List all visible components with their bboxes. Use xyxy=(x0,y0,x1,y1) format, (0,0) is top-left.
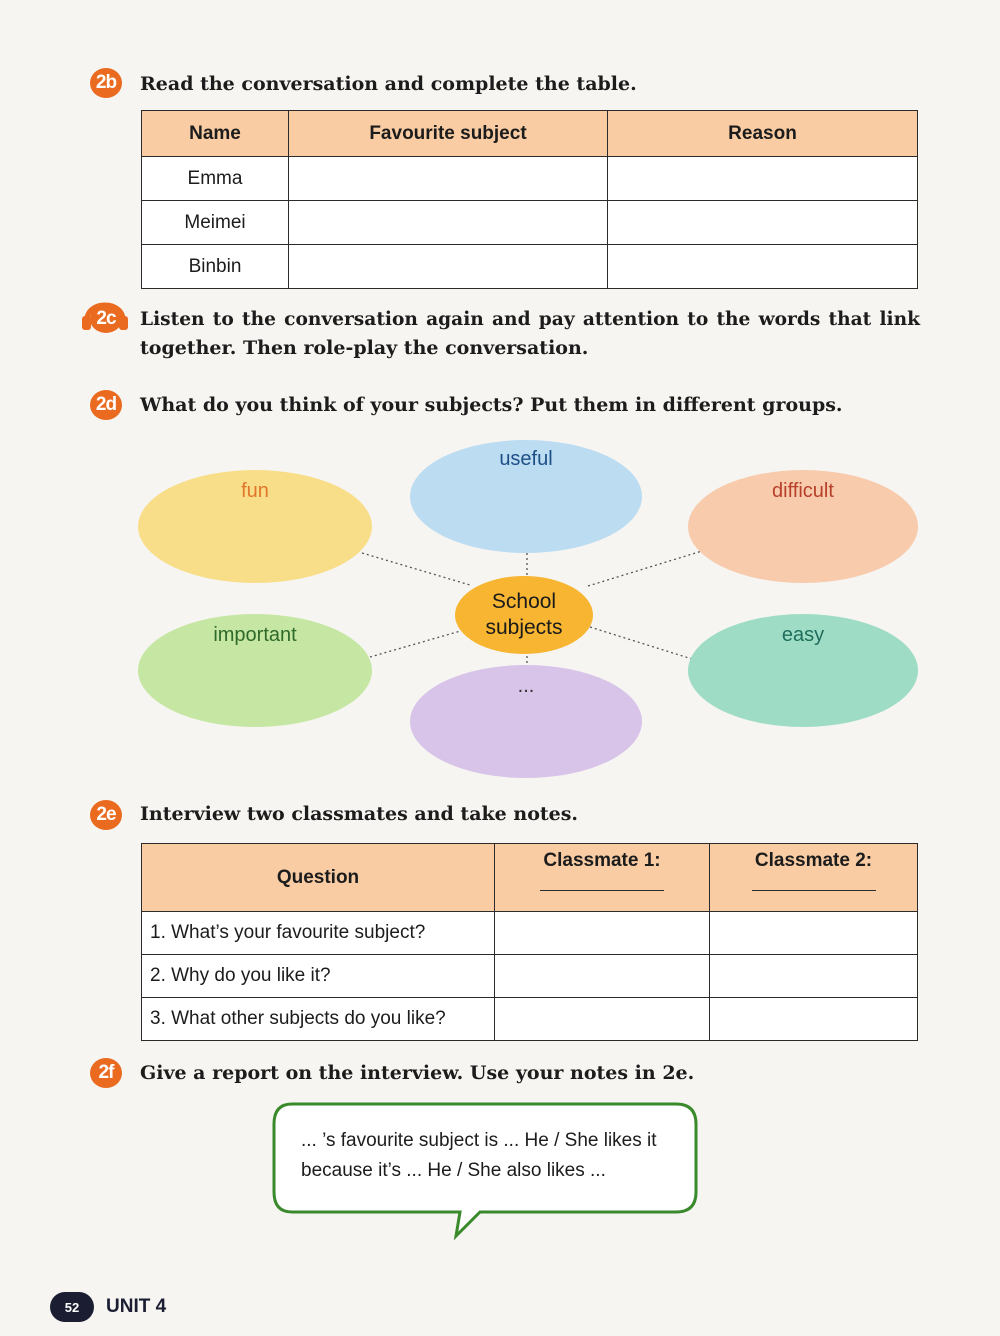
badge-2c: 2c xyxy=(90,305,122,333)
mindmap-node-difficult xyxy=(688,470,918,583)
table-row xyxy=(142,955,918,998)
classmate-1-blank[interactable] xyxy=(540,890,664,891)
header-favourite-subject: Favourite subject xyxy=(289,111,608,157)
classmate-1-label: Classmate 1: xyxy=(543,850,661,871)
classmate-2-label: Classmate 2: xyxy=(754,850,873,871)
center-label-line2: subjects xyxy=(485,616,563,639)
cell-classmate-1[interactable] xyxy=(495,955,710,998)
badge-2d: 2d xyxy=(90,390,122,420)
mindmap-node-easy xyxy=(688,614,918,727)
unit-label: UNIT 4 xyxy=(106,1296,167,1317)
node-label: difficult xyxy=(772,480,834,502)
instruction-2c-line2: together. Then role-play the conversation. xyxy=(140,337,589,359)
bubble-text-line2: because it’s ... He / She also likes ... xyxy=(301,1160,606,1181)
mindmap-node-useful xyxy=(410,440,642,553)
badge-2e: 2e xyxy=(90,800,122,830)
header-classmate-2 xyxy=(710,844,918,912)
header-classmate-1 xyxy=(495,844,710,912)
table-2e xyxy=(141,843,918,1041)
cell-question: 1. What’s your favourite subject? xyxy=(142,912,495,955)
instruction-2b: Read the conversation and complete the table. xyxy=(140,73,637,95)
instruction-2f: Give a report on the interview. Use your notes in 2e. xyxy=(140,1062,695,1084)
mindmap-node-more xyxy=(410,665,642,778)
header-reason: Reason xyxy=(608,111,918,157)
cell-name: Binbin xyxy=(142,245,289,289)
mindmap-center xyxy=(455,576,593,654)
cell-classmate-2[interactable] xyxy=(710,912,918,955)
node-label: easy xyxy=(781,624,825,646)
node-label: ... xyxy=(517,675,535,697)
classmate-2-blank[interactable] xyxy=(752,890,876,891)
node-label: useful xyxy=(499,448,553,470)
table-row xyxy=(142,998,918,1041)
mindmap-node-fun xyxy=(138,470,372,583)
badge-2f: 2f xyxy=(90,1058,122,1088)
table-row xyxy=(142,912,918,955)
cell-name: Emma xyxy=(142,157,289,201)
mindmap-node-important xyxy=(138,614,372,727)
node-label: important xyxy=(213,624,297,646)
cell-question: 3. What other subjects do you like? xyxy=(142,998,495,1041)
cell-name: Meimei xyxy=(142,201,289,245)
header-name: Name xyxy=(142,111,289,157)
cell-classmate-1[interactable] xyxy=(495,998,710,1041)
badge-2b: 2b xyxy=(90,68,122,98)
table-header-row xyxy=(142,844,918,912)
center-label-line1: School xyxy=(491,590,557,613)
node-label: fun xyxy=(241,480,269,502)
instruction-2e: Interview two classmates and take notes. xyxy=(140,803,579,825)
cell-classmate-2[interactable] xyxy=(710,998,918,1041)
page-number: 52 xyxy=(50,1292,94,1322)
header-question: Question xyxy=(142,844,495,912)
instruction-2c-line1: Listen to the conversation again and pay attention to the words that link xyxy=(140,309,920,330)
cell-classmate-2[interactable] xyxy=(710,955,918,998)
cell-classmate-1[interactable] xyxy=(495,912,710,955)
bubble-text-line1: ... ’s favourite subject is ... He / She likes it xyxy=(301,1130,657,1151)
cell-question: 2. Why do you like it? xyxy=(142,955,495,998)
instruction-2d: What do you think of your subjects? Put them in different groups. xyxy=(140,394,843,416)
